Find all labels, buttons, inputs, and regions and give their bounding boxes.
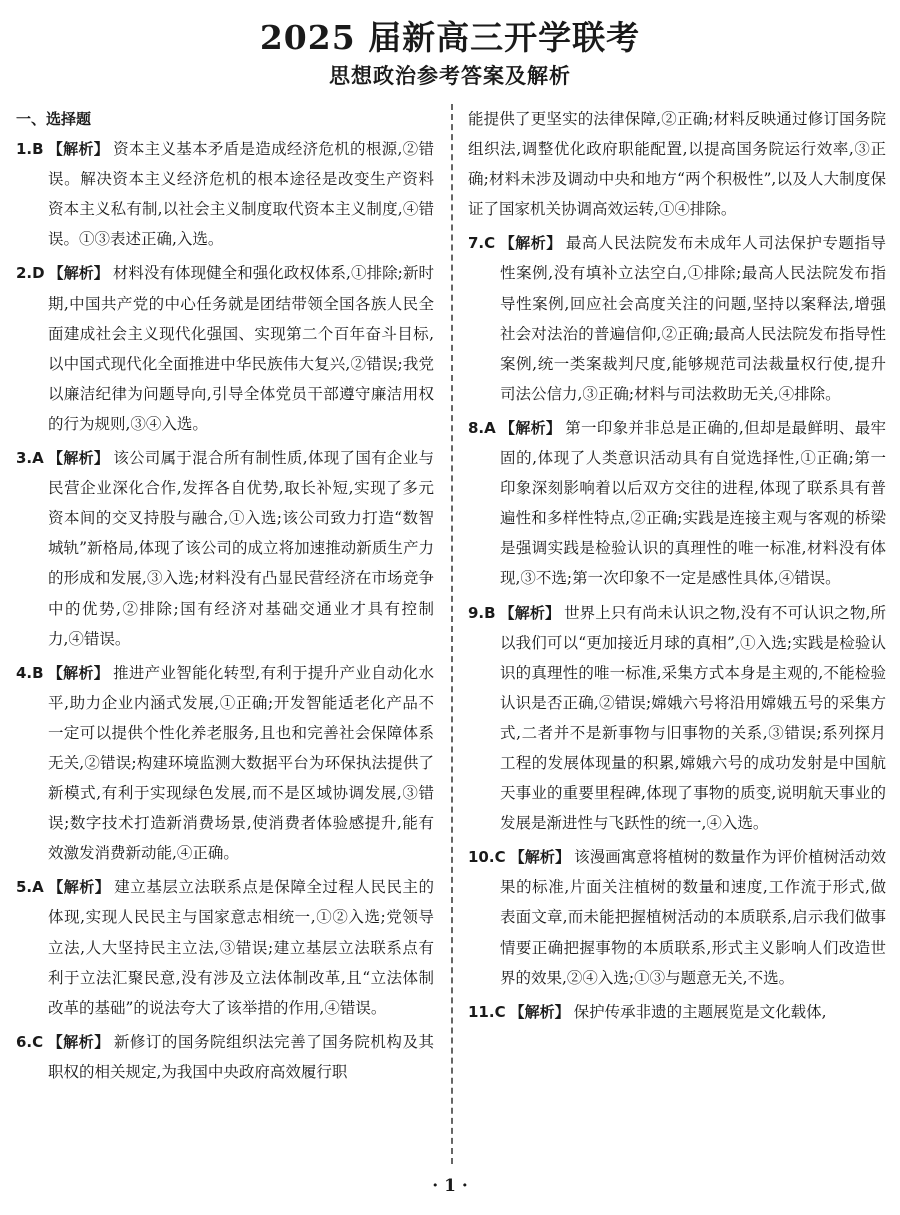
analysis-text: 新修订的国务院组织法完善了国务院机构及其职权的相关规定,为我国中央政府高效履行职 xyxy=(48,1032,434,1081)
column-divider xyxy=(451,104,453,1164)
page-number: · 1 · xyxy=(432,1176,468,1196)
analysis-tag: 【解析】 xyxy=(47,140,110,159)
answer-letter: B xyxy=(32,140,44,159)
answer-letter: C xyxy=(32,1032,44,1051)
question-number: 10. xyxy=(468,848,495,867)
answer-list-right xyxy=(468,228,886,1026)
answer-letter: D xyxy=(32,264,45,283)
answer-item xyxy=(468,842,886,992)
page-title: 2025 届新高三开学联考 xyxy=(259,18,641,57)
answer-letter: A xyxy=(32,449,44,468)
analysis-text: 最高人民法院发布未成年人司法保护专题指导性案例,没有填补立法空白,①排除;最高人民法院发布指导性案例,回应社会高度关注的问题,坚持以案释法,增强社会对法治的普遍信仰,②正确;最高人民法院发布指导性案例,统一类案裁判尺度,能够规范司法裁量权行使,提升司法公信力,③正确;材料与司法救助无关,④排除。 xyxy=(500,234,886,403)
analysis-tag: 【解析】 xyxy=(48,264,109,283)
answer-item xyxy=(16,134,434,254)
analysis-tag: 【解析】 xyxy=(509,1002,570,1021)
analysis-tag: 【解析】 xyxy=(509,848,571,867)
question-number: 8. xyxy=(468,418,485,437)
page-subtitle: 思想政治参考答案及解析 xyxy=(329,64,571,88)
question-number: 7. xyxy=(468,234,485,253)
analysis-tag: 【解析】 xyxy=(499,603,561,622)
answer-item xyxy=(16,872,434,1022)
analysis-text: 建立基层立法联系点是保障全过程人民民主的体现,实现人民民主与国家意志相统一,①②入选;党领导立法,人大坚持民主立法,③错误;建立基层立法联系点有利于立法汇聚民意,没有涉及立法体制改革,且“立法体制改革的基础”的说法夸大了该举措的作用,④错误。 xyxy=(48,878,434,1017)
analysis-tag: 【解析】 xyxy=(47,663,110,682)
answer-item xyxy=(468,997,886,1027)
answer-letter: C xyxy=(494,1002,506,1021)
answer-list-left xyxy=(16,134,434,1087)
answer-letter: A xyxy=(32,878,44,897)
answer-item xyxy=(16,658,434,869)
analysis-text: 材料没有体现健全和强化政权体系,①排除;新时期,中国共产党的中心任务就是团结带领全国各族人民全面建成社会主义现代化强国、实现第二个百年奋斗目标,以中国式现代化全面推进中华民族伟大复兴,②错误;我党以廉洁纪律为问题导向,引导全体党员干部遵守廉洁用权的行为规则,③④入选。 xyxy=(48,264,434,433)
analysis-tag: 【解析】 xyxy=(47,878,111,897)
question-number: 5. xyxy=(16,878,33,897)
question-number: 4. xyxy=(16,663,33,682)
analysis-text: 该公司属于混合所有制性质,体现了国有企业与民营企业深化合作,发挥各自优势,取长补短,实现了多元资本间的交叉持股与融合,①入选;该公司致力打造“数智城轨”新格局,体现了该公司的成立将加速推动新质生产力的形成和发展,③入选;材料没有凸显民营经济在市场竞争中的优势,②排除;国有经济对基础交通业才具有控制力,④错误。 xyxy=(48,449,434,648)
analysis-text: 该漫画寓意将植树的数量作为评价植树活动效果的标准,片面关注植树的数量和速度,工作流于形式,做表面文章,而未能把握植树活动的本质联系,启示我们做事情要正确把握事物的本质联系,形式主义影响人们改造世界的效果,②④入选;①③与题意无关,不选。 xyxy=(500,848,886,987)
answer-item xyxy=(16,443,434,654)
answer-item xyxy=(468,598,886,839)
question-number: 2. xyxy=(16,264,33,283)
section-heading: 一、选择题 xyxy=(16,110,92,128)
question-number: 1. xyxy=(16,140,33,159)
answer-item xyxy=(468,413,886,594)
answer-letter: C xyxy=(494,848,506,867)
answer-letter: B xyxy=(484,603,496,622)
analysis-text: 世界上只有尚未认识之物,没有不可认识之物,所以我们可以“更加接近月球的真相”,①入选;实践是检验认识的真理性的唯一标准,采集方式本身是主观的,不能检验认识是否正确,②错误;嫦娥六号将沿用嫦娥五号的采集方式,二者并不是新事物与旧事物的关系,③错误;系列探月工程的发展体现量的积累,嫦娥六号的成功发射是中国航天事业的重要里程碑,体现了事物的质变,说明航天事业的发展是渐进性与飞跃性的统一,④入选。 xyxy=(500,603,886,833)
right-column xyxy=(468,104,886,1031)
question-number: 11. xyxy=(468,1002,495,1021)
answer-letter: B xyxy=(32,663,44,682)
question-number: 3. xyxy=(16,449,33,468)
question-number: 6. xyxy=(16,1032,33,1051)
analysis-tag: 【解析】 xyxy=(47,1032,110,1051)
analysis-text: 第一印象并非总是正确的,但却是最鲜明、最牢固的,体现了人类意识活动具有自觉选择性,①正确;第一印象深刻影响着以后双方交往的进程,体现了联系具有普遍性和多样性特点,②正确;实践是连接主观与客观的桥梁是强调实践是检验认识的真理性的唯一标准,材料没有体现,③不选;第一次印象不一定是感性具体,④错误。 xyxy=(500,418,886,588)
answer-item xyxy=(16,1027,434,1087)
left-column xyxy=(16,104,434,1091)
analysis-text: 资本主义基本矛盾是造成经济危机的根源,②错误。解决资本主义经济危机的根本途径是改变生产资料资本主义私有制,以社会主义制度取代资本主义制度,④错误。①③表述正确,入选。 xyxy=(48,140,434,249)
answer-letter: C xyxy=(484,234,496,253)
question-number: 9. xyxy=(468,603,485,622)
analysis-tag: 【解析】 xyxy=(499,234,562,253)
analysis-text: 推进产业智能化转型,有利于提升产业自动化水平,助力企业内涵式发展,①正确;开发智能适老化产品不一定可以提供个性化养老服务,且也和完善社会保障体系无关,②错误;构建环境监测大数据平台为环保执法提供了新模式,有利于实现绿色发展,而不是区域协调发展,③错误;数字技术打造新消费场景,使消费者体验感提升,能有效激发消费新动能,④正确。 xyxy=(48,663,434,863)
analysis-tag: 【解析】 xyxy=(47,449,110,468)
continuation-text: 能提供了更坚实的法律保障,②正确;材料反映通过修订国务院组织法,调整优化政府职能配置,以提高国务院运行效率,③正确;材料未涉及调动中央和地方“两个积极性”,以及人大制度保证了国家机关协调高效运转,①④排除。 xyxy=(468,110,886,219)
answer-item xyxy=(16,258,434,439)
answer-letter: A xyxy=(484,418,496,437)
analysis-text: 保护传承非遗的主题展览是文化载体, xyxy=(573,1002,827,1021)
answer-item xyxy=(468,228,886,409)
analysis-tag: 【解析】 xyxy=(499,418,562,437)
